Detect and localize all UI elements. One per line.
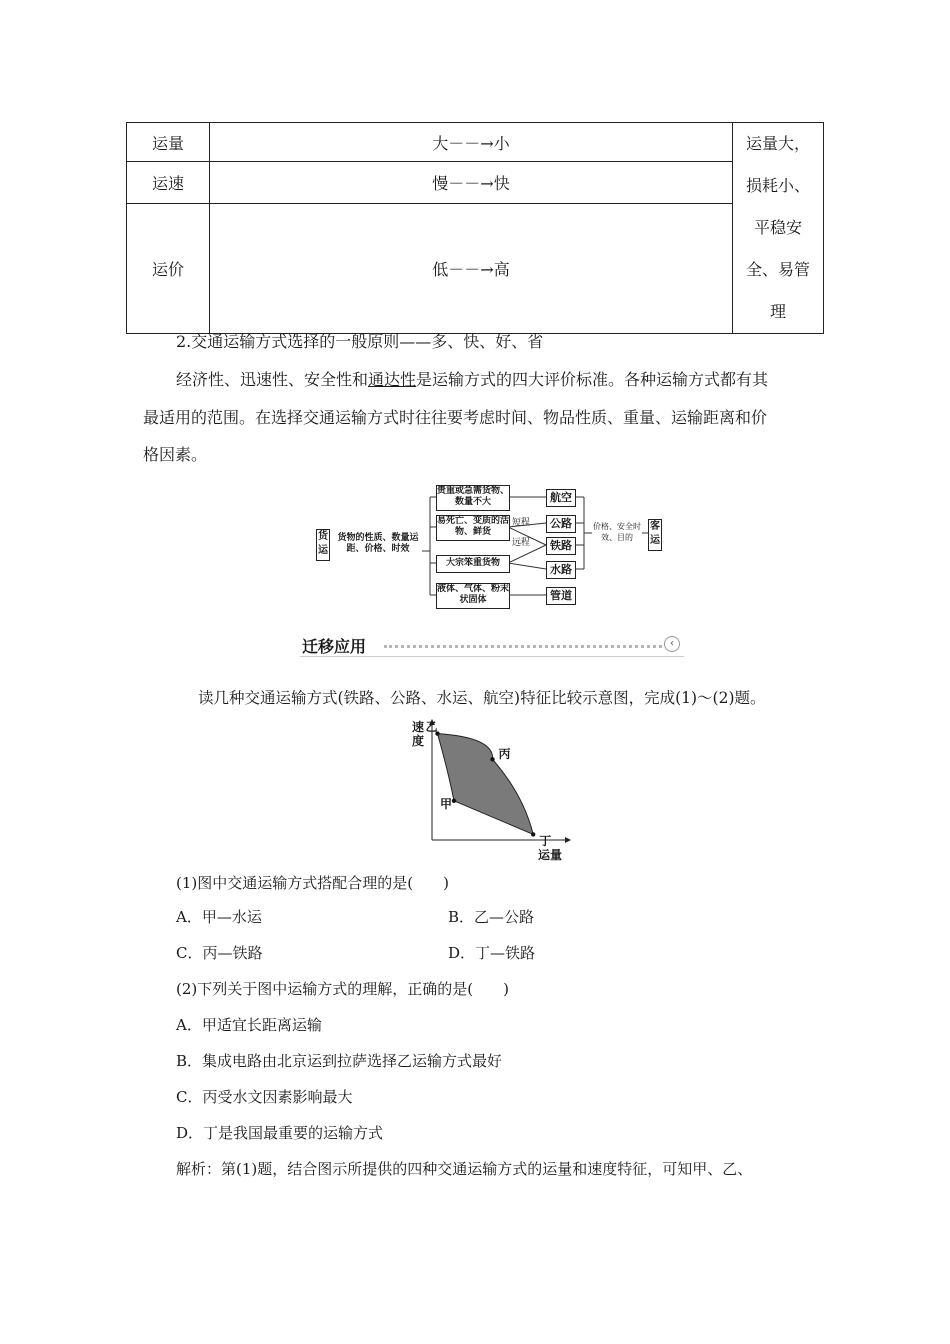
table-side-note: 运量大， 损耗小、 平稳安 全、易管 理 — [733, 123, 824, 334]
point-label: 丙 — [498, 747, 511, 762]
point-label: 甲 — [440, 796, 453, 811]
q2-option-d: D．丁是我国最重要的运输方式 — [176, 1124, 384, 1142]
q2-option-c: C．丙受水文因素影响最大 — [176, 1088, 353, 1106]
q1-option-d: D．丁—铁路 — [448, 944, 536, 962]
passenger-box: 客运 — [648, 519, 662, 551]
table-row-value: 慢－－→快 — [210, 162, 733, 203]
point-label: 乙 — [425, 719, 438, 734]
q2-option-b: B．集成电路由北京运到拉萨选择乙运输方式最好 — [176, 1052, 503, 1070]
short-distance-label: 短程 — [512, 518, 531, 528]
table-row-label: 运量 — [127, 123, 210, 162]
region-shape — [438, 734, 534, 835]
q1-option-a: A．甲—水运 — [176, 908, 262, 926]
long-distance-label: 远程 — [512, 538, 531, 548]
q1-option-b: B．乙—公路 — [448, 908, 535, 926]
q2-option-a: A．甲适宜长距离运输 — [176, 1016, 322, 1034]
data-point — [452, 799, 456, 803]
mode-box: 铁路 — [546, 537, 576, 555]
cargo-box: 货运 — [316, 529, 330, 561]
banner-dots — [384, 645, 662, 648]
mode-box: 公路 — [546, 515, 576, 533]
chart-canvas — [408, 718, 578, 864]
data-point — [531, 832, 535, 836]
mode-box: 管道 — [546, 587, 576, 605]
paragraph-line-2: 最适用的范围。在选择交通运输方式时往往要考虑时间、物品性质、重量、运输距离和价 — [143, 408, 768, 427]
paragraph-line-1: 经济性、迅速性、安全性和通达性是运输方式的四大评价标准。各种运输方式都有其 — [176, 370, 769, 389]
table-row-value: 大－－→小 — [210, 123, 733, 162]
chevron-left-icon: ‹ — [664, 636, 680, 652]
passenger-factors: 价格、安全时效、目的 — [592, 521, 642, 545]
point-label: 丁 — [539, 834, 552, 849]
banner-title: 迁移应用 — [302, 637, 367, 656]
q1-option-c: C．丙—铁路 — [176, 944, 263, 962]
mode-box: 水路 — [546, 561, 576, 579]
mode-box: 航空 — [546, 489, 576, 507]
goods-box: 大宗笨重货物 — [436, 555, 510, 573]
analysis-text: 解析：第(1)题，结合图示所提供的四种交通运输方式的运量和速度特征，可知甲、乙、 — [176, 1160, 753, 1178]
x-axis-label: 运量 — [538, 848, 563, 862]
section-banner — [300, 632, 684, 658]
y-axis-label: 速度 — [412, 720, 425, 748]
goods-box: 液体、气体、粉末状固体 — [436, 583, 510, 609]
goods-box: 易死亡、变质的活物、鲜货 — [436, 515, 510, 541]
q1-stem: (1)图中交通运输方式搭配合理的是( ) — [176, 874, 449, 892]
table-row-label: 运速 — [127, 162, 210, 203]
comparison-table — [126, 122, 824, 334]
table-row-label: 运价 — [127, 203, 210, 333]
cargo-factors: 货物的性质、数量运距、价格、时效 — [334, 533, 422, 557]
question-intro: 读几种交通运输方式(铁路、公路、水运、航空)特征比较示意图，完成(1)～(2)题。 — [198, 689, 766, 707]
q2-stem: (2)下列关于图中运输方式的理解，正确的是( ) — [176, 980, 509, 998]
goods-box: 贵重或急需货物、数量不大 — [436, 485, 510, 511]
data-point — [490, 757, 494, 761]
table-row-value: 低－－→高 — [210, 203, 733, 333]
speed-volume-chart — [408, 718, 578, 864]
section-title: 2.交通运输方式选择的一般原则——多、快、好、省 — [176, 332, 544, 351]
paragraph-line-3: 格因素。 — [143, 445, 208, 464]
banner-rule — [300, 656, 684, 657]
transport-flow-diagram — [312, 483, 672, 611]
